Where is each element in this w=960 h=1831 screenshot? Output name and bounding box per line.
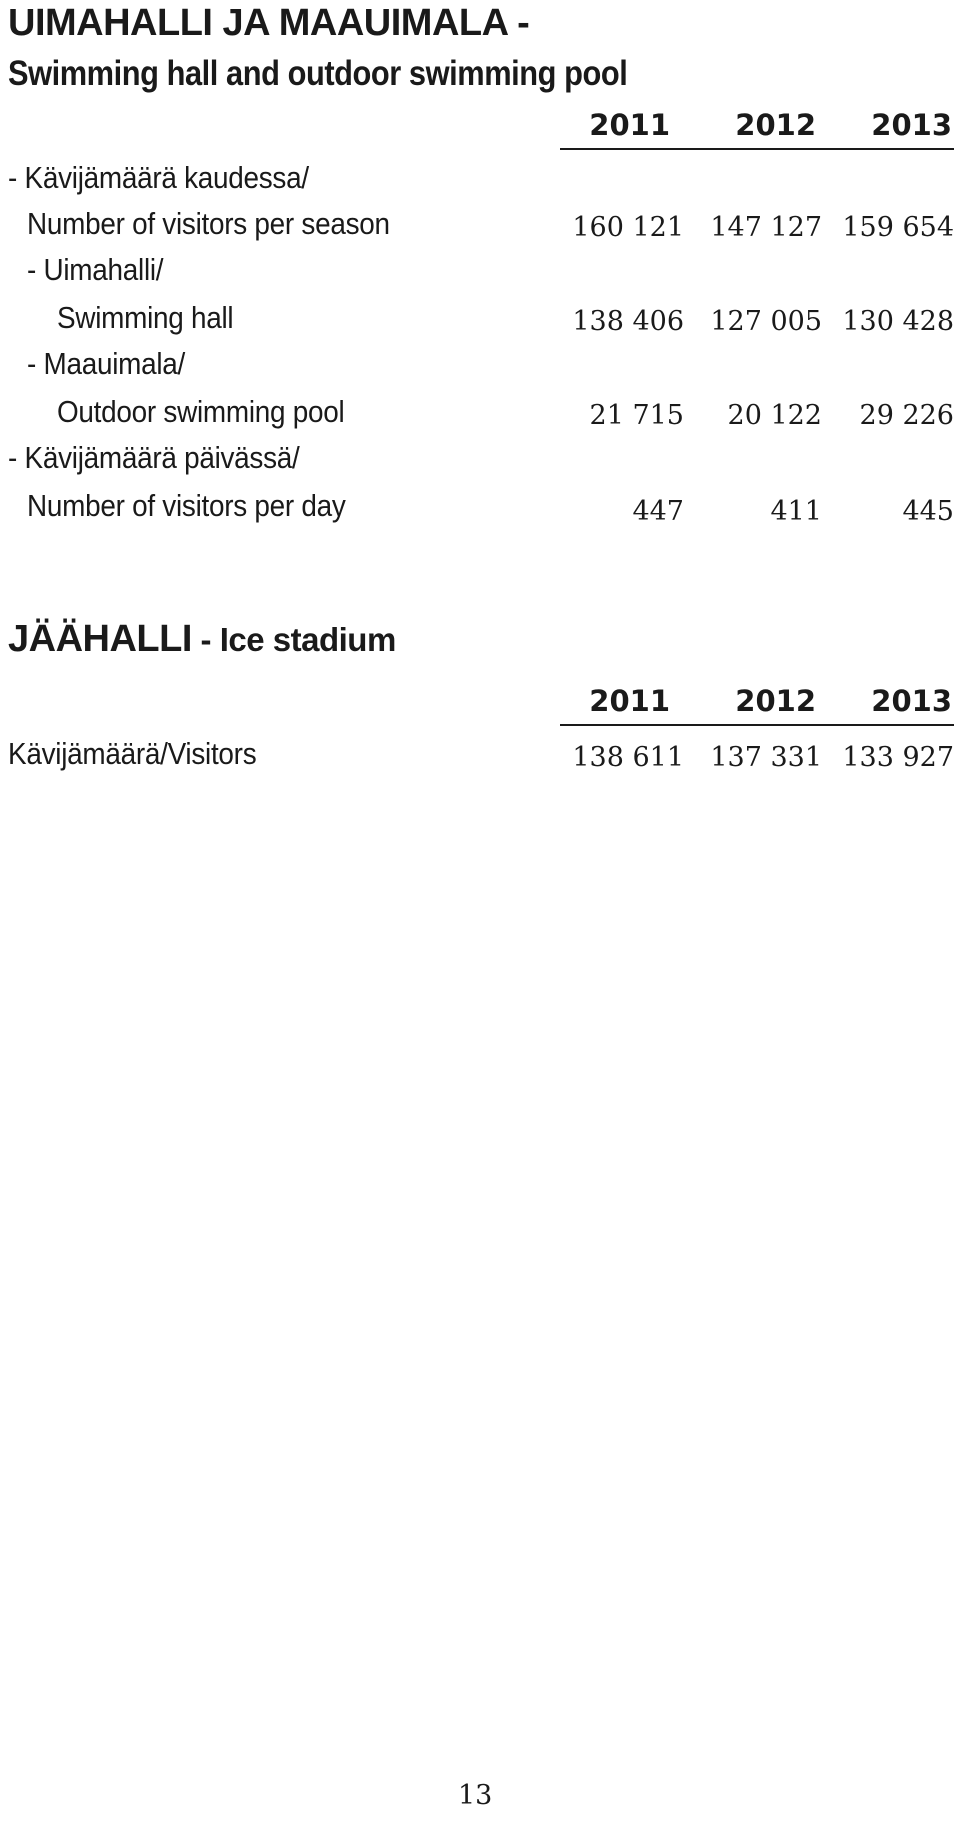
year-2012: 2012 <box>735 684 816 718</box>
row-label-visitors-day: Number of visitors per day <box>27 488 346 523</box>
ice-title-main: JÄÄHALLI <box>8 618 192 660</box>
value-pool-2011: 21 715 <box>589 400 684 431</box>
value-hall-2013: 130 428 <box>842 306 954 337</box>
value-day-2013: 445 <box>902 496 954 527</box>
value-season-2013: 159 654 <box>842 212 954 243</box>
swimming-section-title: UIMAHALLI JA MAAUIMALA - <box>8 2 530 44</box>
ice-section-title <box>8 618 396 661</box>
value-ice-2013: 133 927 <box>842 742 954 773</box>
year-2011: 2011 <box>589 684 670 718</box>
row-label-visitors-day-fi: - Kävijämäärä päivässä/ <box>8 440 300 475</box>
value-ice-2012: 137 331 <box>710 742 822 773</box>
value-ice-2011: 138 611 <box>572 742 684 773</box>
row-label-outdoor-pool-fi: - Maauimala/ <box>27 346 186 381</box>
value-pool-2013: 29 226 <box>859 400 954 431</box>
swimming-section-subtitle: Swimming hall and outdoor swimming pool <box>8 54 628 93</box>
row-label-swimming-hall-fi: - Uimahalli/ <box>27 252 164 287</box>
value-day-2012: 411 <box>770 496 822 527</box>
value-day-2011: 447 <box>632 496 684 527</box>
value-hall-2011: 138 406 <box>572 306 684 337</box>
row-label-swimming-hall: Swimming hall <box>57 300 234 335</box>
row-label-ice-visitors: Kävijämäärä/Visitors <box>8 736 257 771</box>
ice-title-sub: - Ice stadium <box>191 621 396 658</box>
row-label-outdoor-pool: Outdoor swimming pool <box>57 394 345 429</box>
page-number: 13 <box>458 1780 493 1811</box>
value-hall-2012: 127 005 <box>710 306 822 337</box>
swimming-year-header <box>560 108 954 150</box>
year-2013: 2013 <box>871 108 952 142</box>
value-season-2011: 160 121 <box>572 212 684 243</box>
value-pool-2012: 20 122 <box>727 400 822 431</box>
year-2013: 2013 <box>871 684 952 718</box>
ice-year-header <box>560 684 954 726</box>
year-2011: 2011 <box>589 108 670 142</box>
row-label-visitors-season: Number of visitors per season <box>27 206 390 241</box>
year-2012: 2012 <box>735 108 816 142</box>
row-label-visitors-season-fi: - Kävijämäärä kaudessa/ <box>8 160 309 195</box>
value-season-2012: 147 127 <box>710 212 822 243</box>
